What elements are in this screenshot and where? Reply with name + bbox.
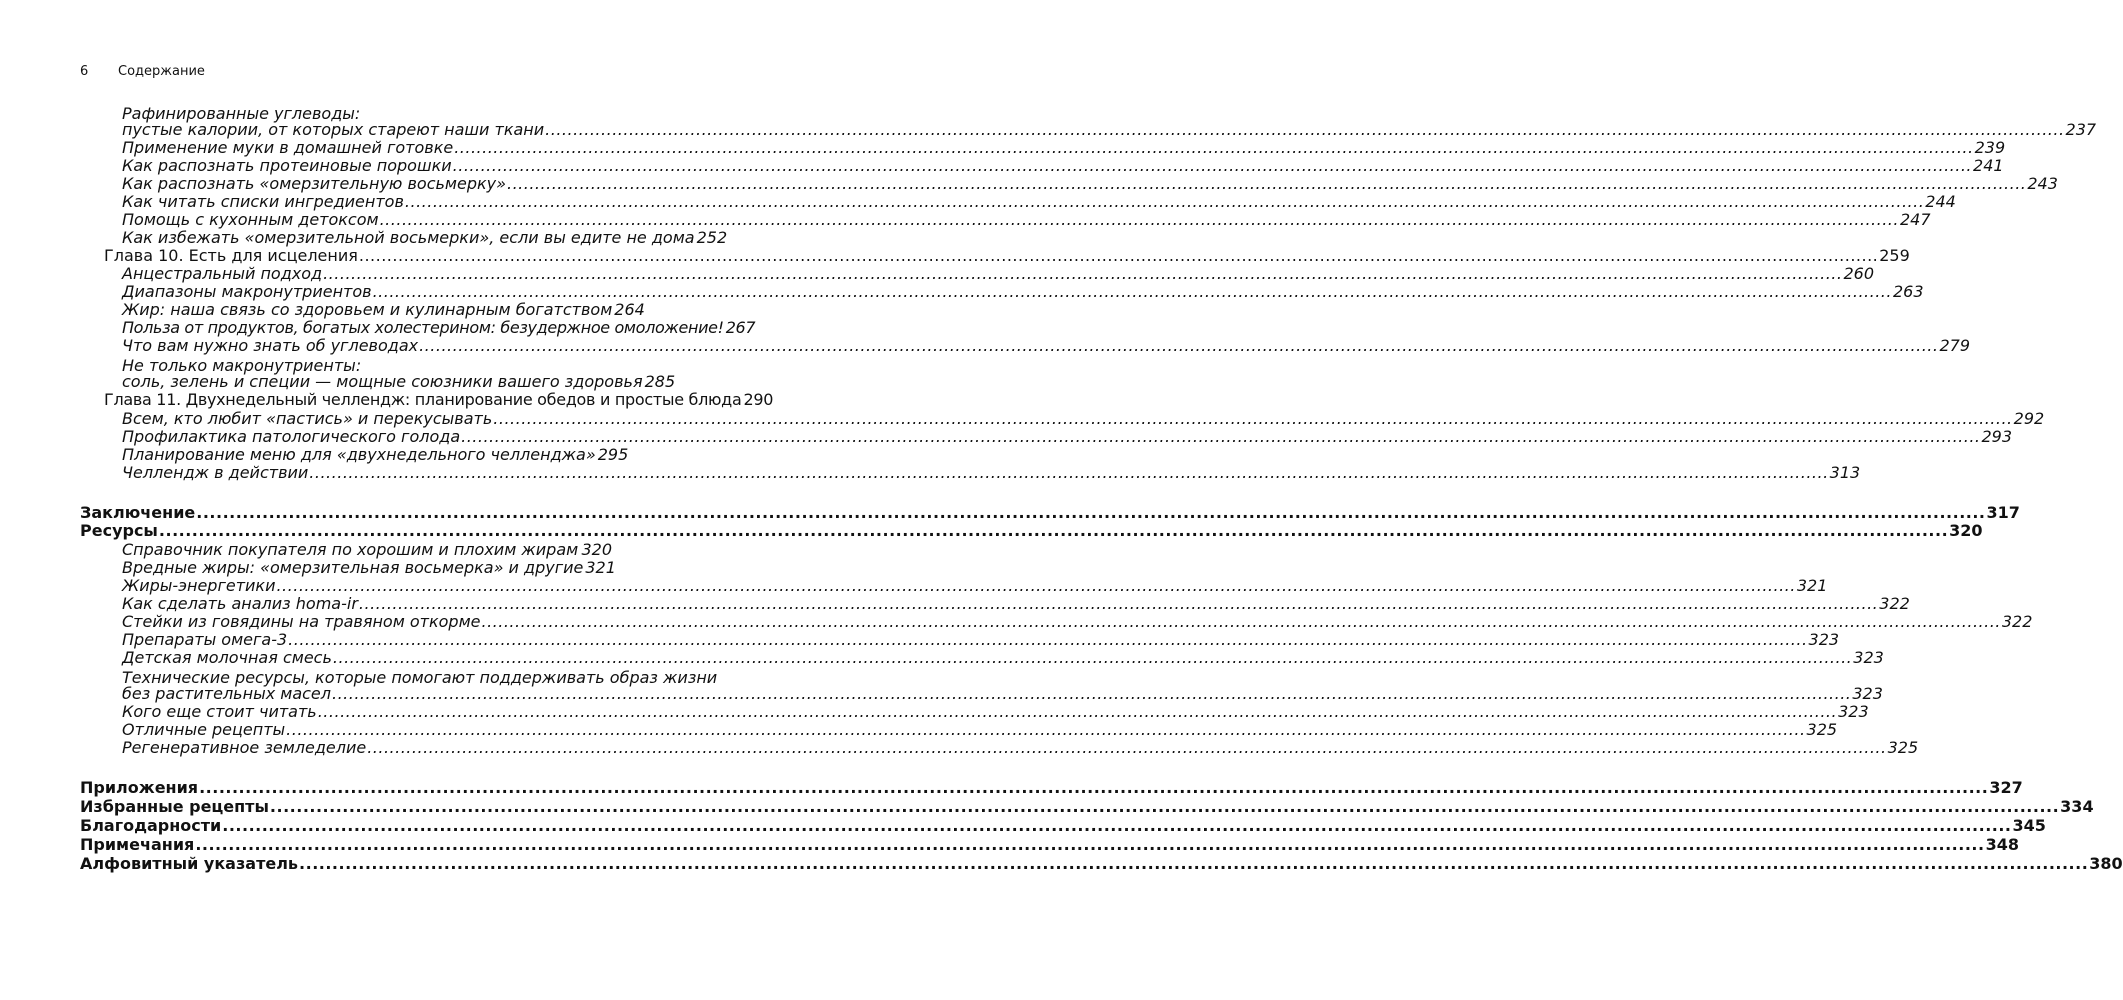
toc-entry xyxy=(122,120,2097,139)
toc-page-number: 259 xyxy=(1879,246,1910,265)
toc-entry-title: Что вам нужно знать об углеводах xyxy=(122,336,419,355)
toc-page-number: 252 xyxy=(696,228,728,247)
toc-entry-title: Челлендж в действии xyxy=(122,463,309,482)
leader-dots xyxy=(323,264,1842,283)
toc-entry xyxy=(122,318,756,337)
toc-page-number: 290 xyxy=(743,390,774,409)
toc-page-number: 334 xyxy=(2060,797,2094,816)
leader-dots xyxy=(288,630,1807,649)
leader-dots xyxy=(199,778,1988,797)
toc-entry xyxy=(122,210,1931,229)
toc-page-number: 244 xyxy=(1925,192,1956,211)
toc-entry xyxy=(122,684,1883,703)
leader-dots xyxy=(380,210,1899,229)
toc-entry-title: Применение муки в домашней готовке xyxy=(122,138,454,157)
leader-dots xyxy=(405,192,1924,211)
toc-entry xyxy=(122,540,612,559)
toc-page-number: 322 xyxy=(2001,612,2033,631)
toc-entry-title: Как избежать «омерзительной восьмерки», если вы едите не дома xyxy=(122,228,695,247)
leader-dots xyxy=(299,854,2088,873)
toc-page-number: 323 xyxy=(1853,648,1884,667)
toc-entry xyxy=(122,264,1875,283)
toc-entry xyxy=(122,409,2045,428)
leader-dots xyxy=(453,156,1972,175)
running-title: Содержание xyxy=(118,64,205,79)
toc-entry-title: Регенеративное земледелие xyxy=(122,738,367,757)
toc-page-number: 313 xyxy=(1829,463,1861,482)
leader-dots xyxy=(373,282,1892,301)
leader-dots xyxy=(507,174,2026,193)
toc-entry-title: Анцестральный подход xyxy=(122,264,323,283)
leader-dots xyxy=(482,612,2001,631)
toc-page-number: 323 xyxy=(1838,702,1869,721)
toc-entry-title: Как распознать протеиновые порошки xyxy=(122,156,452,175)
leader-dots xyxy=(276,576,1795,595)
toc-entry-title: Всем, кто любит «пастись» и перекусывать xyxy=(122,409,493,428)
toc-entry xyxy=(122,427,2013,446)
toc-entry-title: Польза от продуктов, богатых холестерином: безудержное омоложение! xyxy=(122,318,724,337)
toc-entry xyxy=(122,174,2058,193)
toc-entry-title: Заключение xyxy=(80,503,196,522)
toc-page-number: 348 xyxy=(1985,835,2019,854)
toc-chapter xyxy=(104,246,1910,265)
toc-entry-title: Глава 10. Есть для исцеления xyxy=(104,246,358,265)
leader-dots xyxy=(454,138,1973,157)
toc-entry-title-line: Рафинированные углеводы: xyxy=(122,104,361,123)
toc-page-number: 241 xyxy=(1973,156,2004,175)
toc-entry-title: Стейки из говядины на травяном откорме xyxy=(122,612,481,631)
toc-entry-title: Ресурсы xyxy=(80,521,158,540)
toc-page-number: 237 xyxy=(2065,120,2097,139)
toc-page-number: 317 xyxy=(1986,503,2020,522)
leader-dots xyxy=(195,835,1984,854)
toc-entry-title: пустые калории, от которых стареют наши ткани xyxy=(122,120,545,139)
toc-entry xyxy=(122,702,1869,721)
toc-entry-title: Как читать списки ингредиентов xyxy=(122,192,404,211)
toc-page-number: 295 xyxy=(597,445,629,464)
toc-entry-title: Диапазоны макронутриентов xyxy=(122,282,372,301)
toc-section xyxy=(80,816,2046,835)
toc-section xyxy=(80,797,2094,816)
toc-entry-title: Планирование меню для «двухнедельного челленджа» xyxy=(122,445,596,464)
toc-entry xyxy=(122,648,1884,667)
toc-entry-title: Избранные рецепты xyxy=(80,797,269,816)
toc-entry xyxy=(122,594,1910,613)
toc-page-number: 321 xyxy=(1796,576,1828,595)
leader-dots xyxy=(309,463,1828,482)
toc-entry-title: Алфовитный указатель xyxy=(80,854,299,873)
toc-page-number: 247 xyxy=(1899,210,1931,229)
toc-page-number: 323 xyxy=(1808,630,1840,649)
leader-dots xyxy=(359,594,1878,613)
toc-entry-title: Примечания xyxy=(80,835,195,854)
toc-page-number: 322 xyxy=(1879,594,1910,613)
toc-page-number: 260 xyxy=(1843,264,1875,283)
leader-dots xyxy=(419,336,1938,355)
toc-page-number: 293 xyxy=(1981,427,2013,446)
toc-entry-title: Как распознать «омерзительную восьмерку» xyxy=(122,174,506,193)
leader-dots xyxy=(270,797,2059,816)
toc-entry-title: Препараты омега-3 xyxy=(122,630,288,649)
toc-page-number: 264 xyxy=(614,300,645,319)
toc-entry xyxy=(122,228,728,247)
toc-section xyxy=(80,503,2020,522)
toc-entry-title: Жиры-энергетики xyxy=(122,576,276,595)
toc-entry xyxy=(122,300,645,319)
toc-entry-title: без растительных масел xyxy=(122,684,331,703)
leader-dots xyxy=(579,540,580,559)
toc-page-number: 320 xyxy=(581,540,612,559)
leader-dots xyxy=(461,427,1980,446)
toc-entry xyxy=(122,445,629,464)
toc-entry xyxy=(122,630,1840,649)
toc-section xyxy=(80,521,1983,540)
page-number: 6 xyxy=(80,64,89,79)
toc-section xyxy=(80,854,2123,873)
toc-entry-title: Глава 11. Двухнедельный челлендж: планирование обедов и простые блюда xyxy=(104,390,742,409)
toc-page-number: 243 xyxy=(2027,174,2058,193)
leader-dots xyxy=(359,246,1878,265)
toc-entry-title: Как сделать анализ homa-ir xyxy=(122,594,358,613)
toc-page-number: 285 xyxy=(644,372,676,391)
toc-entry xyxy=(122,738,1919,757)
toc-page-number: 323 xyxy=(1852,684,1883,703)
leader-dots xyxy=(318,702,1837,721)
toc-entry xyxy=(122,720,1838,739)
toc-section xyxy=(80,835,2019,854)
leader-dots xyxy=(333,648,1852,667)
toc-page-number: 279 xyxy=(1939,336,1971,355)
toc-page-number: 327 xyxy=(1989,778,2023,797)
leader-dots xyxy=(222,816,2011,835)
leader-dots xyxy=(196,503,1985,522)
toc-page-number: 320 xyxy=(1949,521,1983,540)
toc-entry-title: Жир: наша связь со здоровьем и кулинарным богатством xyxy=(122,300,613,319)
leader-dots xyxy=(493,409,2012,428)
toc-entry-title: Детская молочная смесь xyxy=(122,648,332,667)
toc-entry-title: соль, зелень и специи — мощные союзники вашего здоровья xyxy=(122,372,643,391)
toc-entry xyxy=(122,192,1956,211)
toc-page-number: 345 xyxy=(2012,816,2046,835)
toc-entry-title: Кого еще стоит читать xyxy=(122,702,317,721)
toc-entry xyxy=(122,138,2006,157)
leader-dots xyxy=(286,720,1805,739)
toc-chapter xyxy=(104,390,774,409)
toc-section xyxy=(80,778,2023,797)
toc-page-number: 325 xyxy=(1806,720,1838,739)
leader-dots xyxy=(367,738,1886,757)
toc-entry-title: Благодарности xyxy=(80,816,222,835)
toc-entry-title-line: Технические ресурсы, которые помогают поддерживать образ жизни xyxy=(122,668,718,687)
toc-page-number: 263 xyxy=(1892,282,1924,301)
toc-entry xyxy=(122,372,676,391)
toc-entry-title: Профилактика патологического голода xyxy=(122,427,461,446)
toc-entry-title: Справочник покупателя по хорошим и плохим жирам xyxy=(122,540,579,559)
toc-entry xyxy=(122,156,2004,175)
toc-entry xyxy=(122,336,1971,355)
toc-page-number: 267 xyxy=(725,318,756,337)
toc-entry-title: Вредные жиры: «омерзительная восьмерка» и другие xyxy=(122,558,584,577)
leader-dots xyxy=(159,521,1948,540)
toc-entry xyxy=(122,576,1828,595)
toc-page-number: 321 xyxy=(585,558,616,577)
toc-entry xyxy=(122,282,1924,301)
leader-dots xyxy=(332,684,1851,703)
leader-dots xyxy=(545,120,2064,139)
toc-page-number: 292 xyxy=(2013,409,2045,428)
toc-entry-title: Приложения xyxy=(80,778,199,797)
toc-page-number: 325 xyxy=(1887,738,1919,757)
toc-entry-title: Отличные рецепты xyxy=(122,720,286,739)
toc-entry xyxy=(122,463,1861,482)
toc-page-number: 239 xyxy=(1974,138,2006,157)
toc-entry xyxy=(122,612,2033,631)
toc-page-number: 380 xyxy=(2089,854,2123,873)
toc-entry-title: Помощь с кухонным детоксом xyxy=(122,210,379,229)
toc-entry xyxy=(122,558,616,577)
toc-entry-title-line: Не только макронутриенты: xyxy=(122,356,362,375)
